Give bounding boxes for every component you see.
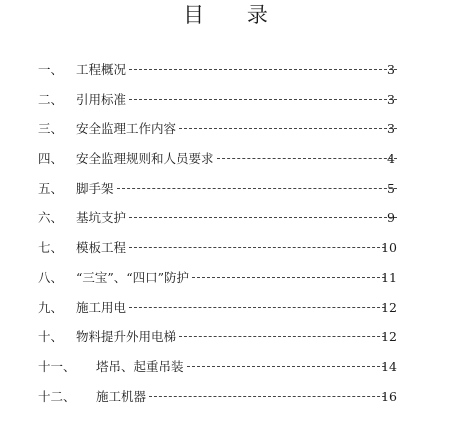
toc-entry[interactable] (0, 266, 451, 296)
toc-entry-page: 5 (387, 180, 395, 196)
toc-entry-number: 五、 (38, 180, 64, 196)
toc-entry[interactable] (0, 236, 451, 266)
toc-entry-label: 工程概况 (76, 62, 127, 77)
dot-leader (179, 336, 385, 337)
toc-entry[interactable] (0, 385, 451, 415)
toc-entry-number: 六、 (38, 210, 64, 226)
toc-entry-label: 塔吊、起重吊装 (96, 358, 184, 374)
toc-entry[interactable] (0, 177, 451, 207)
toc-entry[interactable] (0, 147, 451, 177)
toc-entry-label: 基坑支护 (76, 210, 127, 226)
toc-entry-label: 施工机器 (96, 388, 147, 404)
toc-entry-page: 4 (387, 151, 395, 167)
toc-entry-page: 3 (387, 121, 395, 137)
toc-entry-page: 3 (387, 62, 395, 77)
toc-entry[interactable] (0, 296, 451, 326)
toc-entry-page: 3 (387, 91, 395, 107)
toc-entry-number: 二、 (38, 91, 64, 107)
toc-entry-label: 安全监理规则和人员要求 (76, 151, 214, 167)
toc-entry-number: 十二、 (38, 388, 76, 404)
dot-leader (129, 247, 385, 248)
toc-entry-page: 9 (387, 210, 395, 226)
toc-entry[interactable] (0, 88, 451, 118)
toc-entry-page: 12 (381, 329, 397, 345)
toc-entry-number: 八、 (38, 269, 64, 285)
dot-leader (129, 69, 397, 70)
dot-leader (129, 217, 397, 218)
dot-leader (149, 396, 385, 397)
dot-leader (129, 307, 385, 308)
toc-entry[interactable] (0, 58, 451, 88)
toc-entry-page: 11 (381, 269, 397, 285)
toc-entry-page: 12 (381, 299, 397, 315)
toc-entry-page: 10 (381, 240, 397, 256)
toc-entry-number: 四、 (38, 151, 64, 167)
page-title: 目 录 (183, 3, 286, 27)
dot-leader (187, 366, 385, 367)
toc-entry-number: 九、 (38, 299, 64, 315)
toc-entry[interactable] (0, 355, 451, 385)
toc-entry-label: 物料提升外用电梯 (76, 329, 177, 345)
toc-entry[interactable] (0, 206, 451, 236)
table-of-contents (0, 58, 451, 414)
toc-entry-page: 16 (381, 388, 397, 404)
dot-leader (217, 158, 397, 159)
toc-entry-label: 模板工程 (76, 240, 127, 256)
dot-leader (179, 128, 397, 129)
toc-entry[interactable] (0, 117, 451, 147)
toc-entry-number: 十、 (38, 329, 64, 345)
toc-entry-label: “三宝”、“四口”防护 (76, 269, 190, 285)
toc-entry-label: 安全监理工作内容 (76, 121, 177, 137)
dot-leader (117, 188, 397, 189)
toc-entry[interactable] (0, 325, 451, 355)
toc-entry-number: 一、 (38, 62, 64, 77)
toc-entry-label: 引用标准 (76, 91, 127, 107)
toc-entry-label: 脚手架 (76, 180, 114, 196)
dot-leader (129, 99, 397, 100)
toc-entry-number: 三、 (38, 121, 64, 137)
toc-entry-number: 十一、 (38, 358, 76, 374)
toc-entry-label: 施工用电 (76, 299, 127, 315)
toc-entry-number: 七、 (38, 240, 64, 256)
dot-leader (192, 277, 385, 278)
toc-entry-page: 14 (381, 358, 397, 374)
